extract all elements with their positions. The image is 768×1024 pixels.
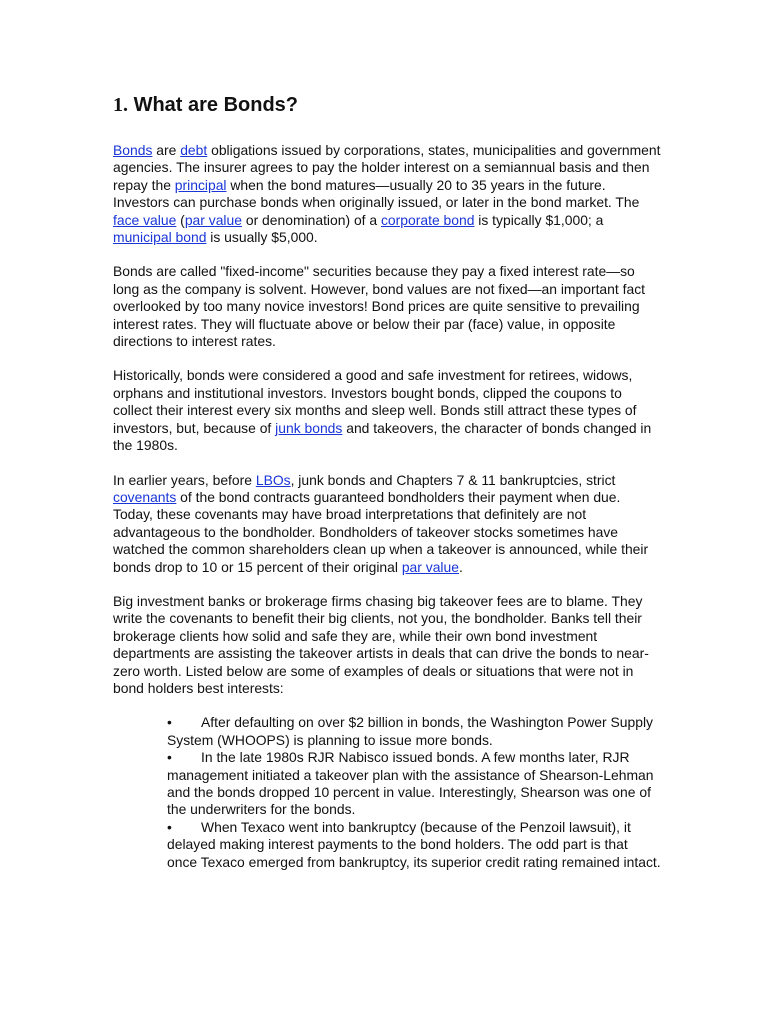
link-lbos[interactable]: LBOs bbox=[255, 471, 291, 488]
list-item bbox=[167, 749, 661, 819]
paragraph-1 bbox=[113, 142, 661, 246]
link-face-value[interactable]: face value bbox=[113, 211, 177, 228]
examples-list bbox=[113, 714, 661, 871]
text: when the bond matures—usually 20 to 35 years in the future. Investors can purchase bonds when originally issued, or later in the bond market. The bbox=[113, 176, 640, 211]
link-municipal-bond[interactable]: municipal bond bbox=[113, 229, 207, 246]
list-item-text: In the late 1980s RJR Nabisco issued bonds. A few months later, RJR management initiated a takeover plan with the assistance of Shearson-Lehman and the bonds dropped 10 percent in value. Interestingly, Shearson was one of the underwriters for the bonds. bbox=[167, 749, 654, 818]
text: is typically $1,000; a bbox=[474, 211, 604, 228]
link-par-value-2[interactable]: par value bbox=[401, 558, 459, 575]
link-debt[interactable]: debt bbox=[180, 142, 208, 158]
paragraph-4 bbox=[113, 472, 661, 576]
heading-number: 1. bbox=[113, 94, 128, 116]
bullet-icon: • bbox=[167, 749, 172, 766]
text: and takeovers, the character of bonds changed in the 1980s. bbox=[113, 419, 652, 454]
list-item-text: When Texaco went into bankruptcy (because of the Penzoil lawsuit), it delayed making interest payments to the bond holders. The odd part is that once Texaco emerged from bankruptcy, its superior credit rating remained intact. bbox=[167, 818, 661, 870]
link-par-value[interactable]: par value bbox=[184, 211, 242, 228]
link-corporate-bond[interactable]: corporate bond bbox=[380, 211, 475, 228]
text: In earlier years, before bbox=[113, 471, 256, 488]
bullet-icon: • bbox=[167, 714, 172, 731]
text: are bbox=[152, 142, 181, 158]
list-item bbox=[167, 714, 661, 749]
text: of the bond contracts guaranteed bondholders their payment when due. Today, these covenants may have broad interpretations that definitely are not advantageous to the bondholder. Bondholders of takeover stocks sometimes have watched the common shareholders clean up when a takeover is announced, while their bonds drop to 10 or 15 percent of their original bbox=[113, 488, 649, 575]
text: . bbox=[458, 558, 463, 575]
link-covenants[interactable]: covenants bbox=[113, 488, 177, 505]
link-bonds[interactable]: Bonds bbox=[113, 142, 153, 158]
text: obligations issued by corporations, states, municipalities and government agencies. The insurer agrees to pay the holder interest on a semiannual basis and then repay the bbox=[113, 142, 661, 193]
text: Historically, bonds were considered a good and safe investment for retirees, widows, orphans and institutional investors. Investors bought bonds, clipped the coupons to collect their interest every six months and sleep well. Bonds still attract these types of investors, but, because of bbox=[113, 367, 637, 436]
paragraph-2: Bonds are called "fixed-income" securities because they pay a fixed interest rate—so long as the company is solvent. However, bond values are not fixed—an important fact overlooked by too many novice investors! Bond prices are quite sensitive to prevailing interest rates. They will fluctuate above or below their par (face) value, in opposite directions to interest rates. bbox=[113, 263, 645, 350]
document bbox=[113, 92, 661, 871]
text: is usually $5,000. bbox=[206, 229, 318, 246]
list-item-text: After defaulting on over $2 billion in bonds, the Washington Power Supply System (WHOOPS) is planning to issue more bonds. bbox=[167, 714, 653, 748]
text: or denomination) of a bbox=[241, 211, 381, 228]
link-junk-bonds[interactable]: junk bonds bbox=[275, 419, 343, 436]
list-item bbox=[167, 819, 661, 871]
link-principal[interactable]: principal bbox=[174, 176, 227, 193]
text: , junk bonds and Chapters 7 & 11 bankruptcies, strict bbox=[290, 471, 616, 488]
page-title bbox=[113, 92, 661, 118]
text: ( bbox=[176, 211, 185, 228]
paragraph-5: Big investment banks or brokerage firms chasing big takeover fees are to blame. They write the covenants to benefit their big clients, not you, the bondholder. Banks tell their brokerage clients how solid and safe they are, while their own bond investment departments are assisting the takeover artists in deals that can drive the bonds to near-zero worth. Listed below are some of examples of deals or situations that were not in bond holders best interests: bbox=[113, 592, 649, 696]
paragraph-3 bbox=[113, 367, 661, 454]
heading-title: What are Bonds? bbox=[133, 94, 299, 116]
bullet-icon: • bbox=[167, 818, 172, 835]
